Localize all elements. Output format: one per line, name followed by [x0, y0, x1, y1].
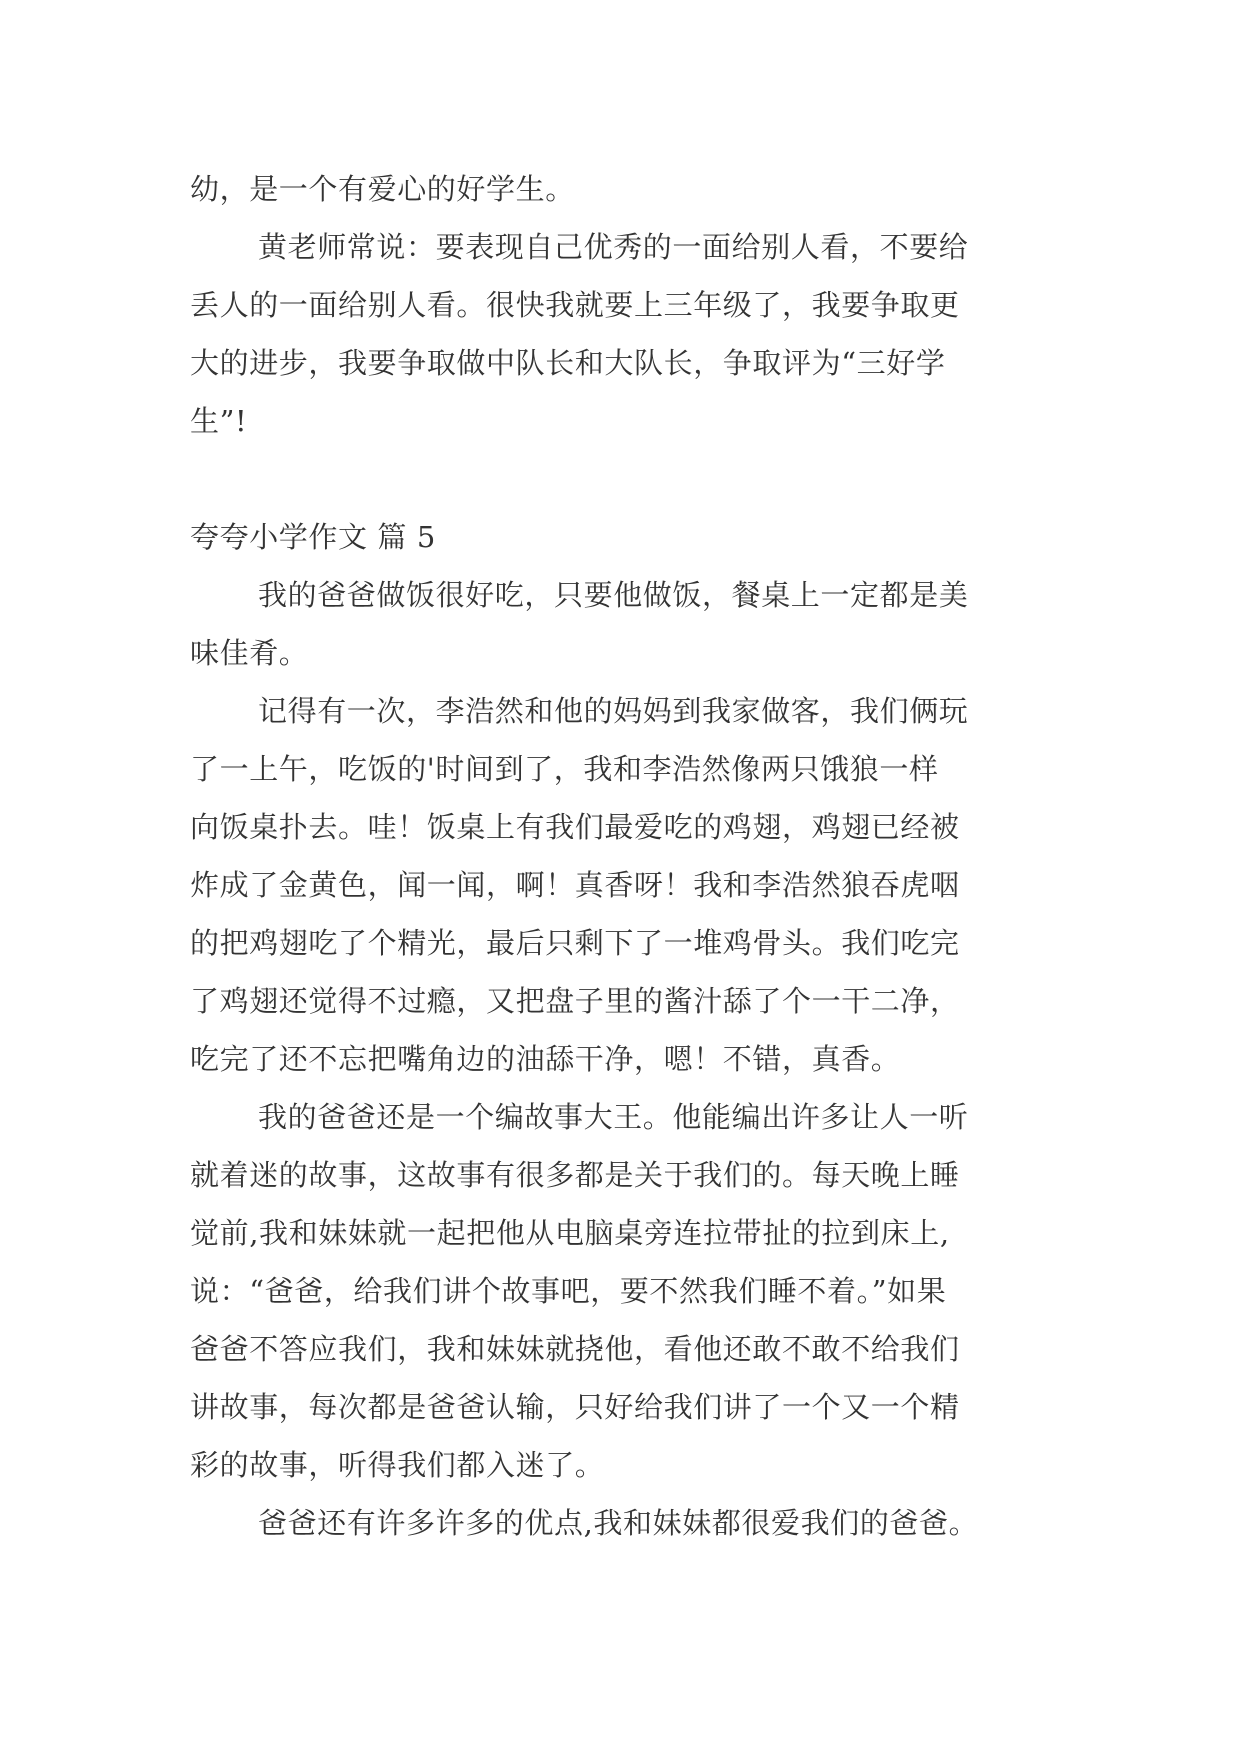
text-line: 就着迷的故事，这故事有很多都是关于我们的。每天晚上睡	[190, 1158, 960, 1192]
text-line: 味佳肴。	[190, 636, 309, 670]
text-line: 彩的故事，听得我们都入迷了。	[190, 1448, 605, 1482]
essay-body	[190, 160, 1060, 1552]
text-line: 爸爸不答应我们，我和妹妹就挠他，看他还敢不敢不给我们	[190, 1332, 960, 1366]
text-line: 记得有一次，李浩然和他的妈妈到我家做客，我们俩玩	[258, 694, 969, 728]
paragraph-guest-visit	[190, 682, 1060, 1088]
text-line: 生”!	[190, 404, 248, 438]
text-line: 黄老师常说：要表现自己优秀的一面给别人看，不要给	[258, 230, 969, 264]
text-line: 炸成了金黄色，闻一闻，啊！真香呀！我和李浩然狼吞虎咽	[190, 868, 960, 902]
text-line: 大的进步，我要争取做中队长和大队长，争取评为“三好学	[190, 346, 946, 380]
text-line: 讲故事，每次都是爸爸认输，只好给我们讲了一个又一个精	[190, 1390, 960, 1424]
text-line: 了鸡翅还觉得不过瘾，又把盘子里的酱汁舔了个一干二净，	[190, 984, 960, 1018]
text-line: 向饭桌扑去。哇！饭桌上有我们最爱吃的鸡翅，鸡翅已经被	[190, 810, 960, 844]
text-line: 我的爸爸还是一个编故事大王。他能编出许多让人一听	[258, 1100, 969, 1134]
text-line: 幼，是一个有爱心的好学生。	[190, 172, 575, 206]
text-line: 了一上午，吃饭的'时间到了，我和李浩然像两只饿狼一样	[190, 752, 939, 786]
paragraph-story-king	[190, 1088, 1060, 1494]
section-spacer	[190, 450, 1060, 508]
text-line: 我的爸爸做饭很好吃，只要他做饭，餐桌上一定都是美	[258, 578, 969, 612]
paragraph-teacher-quote	[190, 218, 1060, 450]
text-line: 爸爸还有许多许多的优点,我和妹妹都很爱我们的爸爸。	[258, 1506, 979, 1540]
text-line: 吃完了还不忘把嘴角边的油舔干净，嗯！不错，真香。	[190, 1042, 901, 1076]
text-line: 丢人的一面给别人看。很快我就要上三年级了，我要争取更	[190, 288, 960, 322]
paragraph-dad-cooking	[190, 566, 1060, 682]
text-line: 的把鸡翅吃了个精光，最后只剩下了一堆鸡骨头。我们吃完	[190, 926, 960, 960]
text-line: 说：“爸爸，给我们讲个故事吧，要不然我们睡不着。”如果	[190, 1274, 947, 1308]
paragraph-continued	[190, 160, 1060, 218]
text-line: 觉前,我和妹妹就一起把他从电脑桌旁连拉带扯的拉到床上,	[190, 1216, 950, 1250]
section-heading: 夸夸小学作文 篇 5	[190, 520, 436, 554]
paragraph-conclusion	[190, 1494, 1060, 1552]
